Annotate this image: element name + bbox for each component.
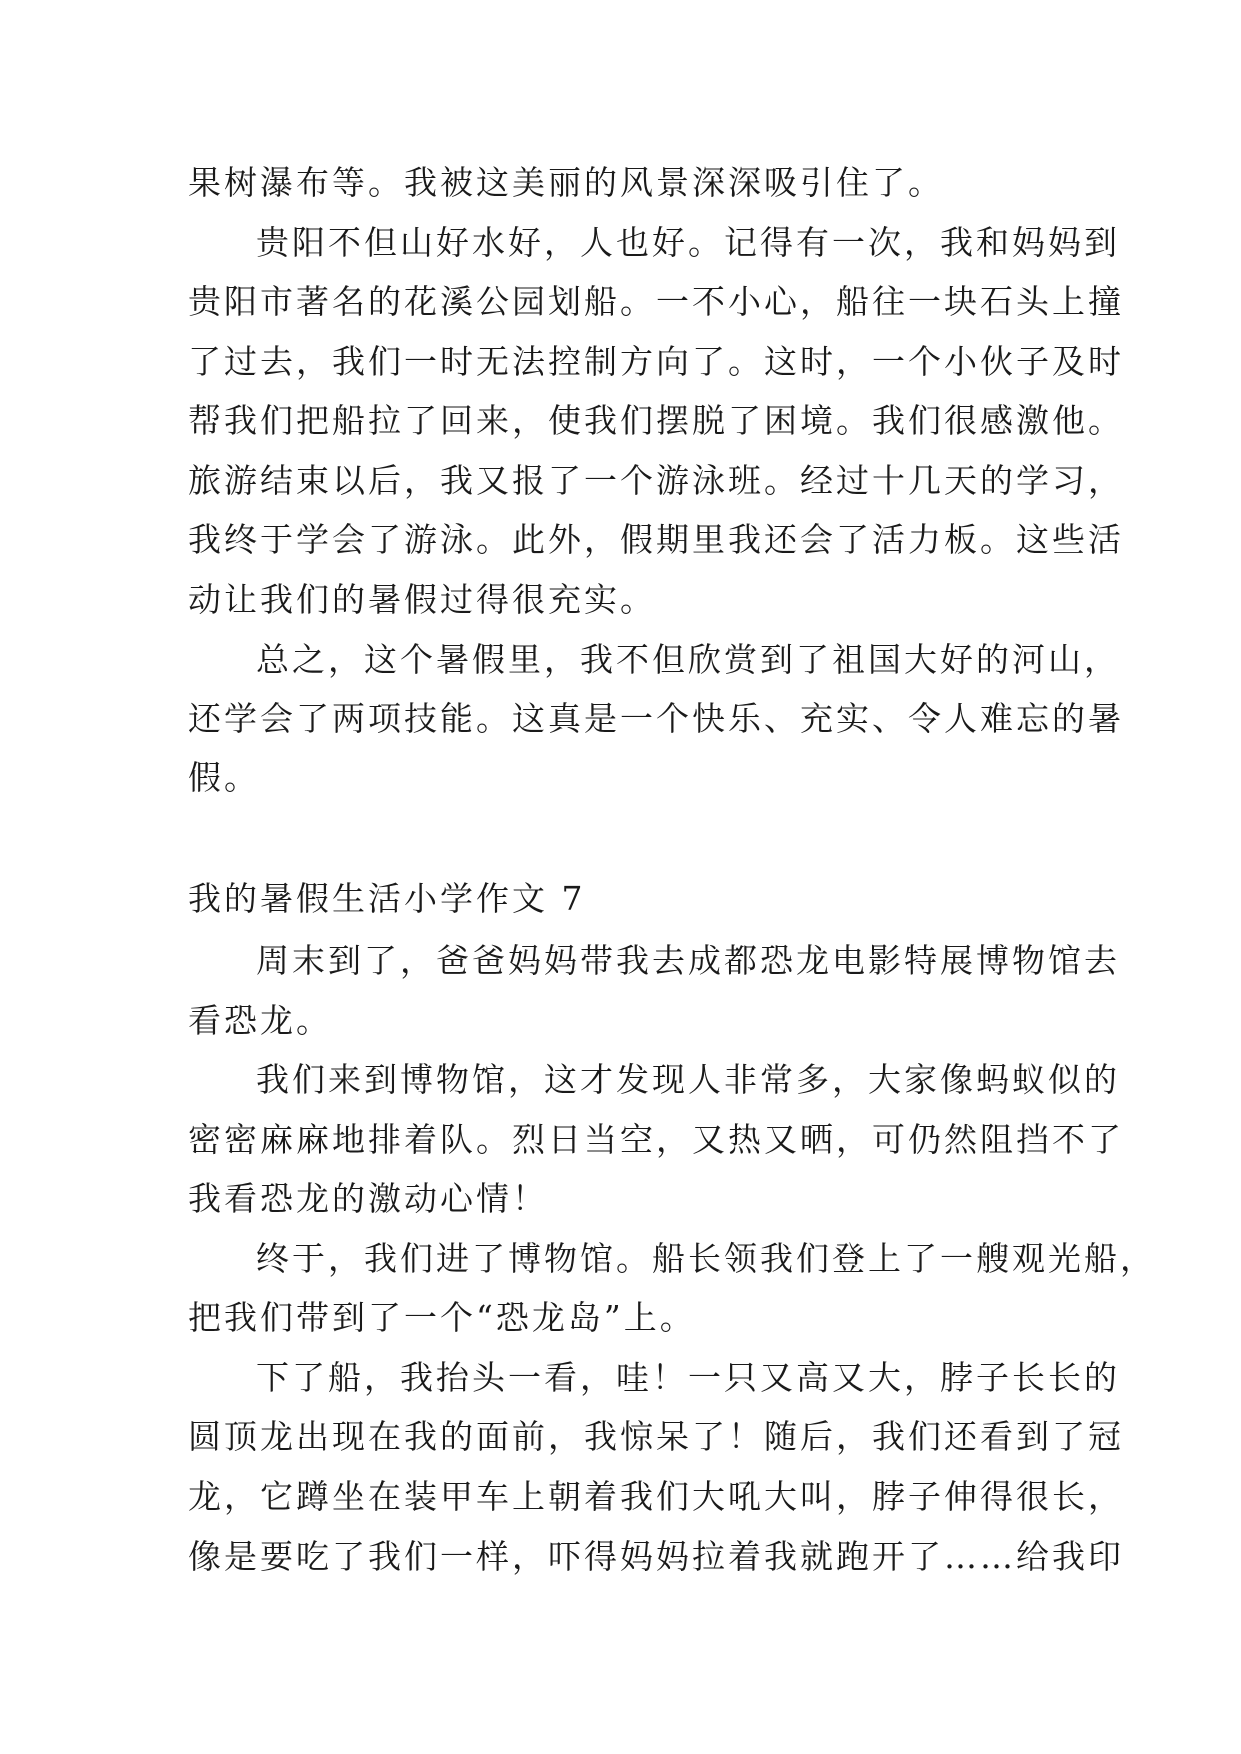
paragraph-start-line: 我们来到博物馆，这才发现人非常多，大家像蚂蚁似的 (256, 1060, 1120, 1099)
text-line: 帮我们把船拉了回来，使我们摆脱了困境。我们很感激他。 (188, 401, 1124, 440)
text-line: 我看恐龙的激动心情！ (188, 1179, 548, 1218)
text-line: 假。 (188, 758, 260, 797)
text-line: 贵阳市著名的花溪公园划船。一不小心，船往一块石头上撞 (188, 282, 1124, 321)
text-line: 把我们带到了一个“恐龙岛”上。 (188, 1298, 696, 1337)
text-line: 圆顶龙出现在我的面前，我惊呆了！随后，我们还看到了冠 (188, 1417, 1124, 1456)
text-line: 动让我们的暑假过得很充实。 (188, 580, 656, 619)
paragraph-start-line: 终于，我们进了博物馆。船长领我们登上了一艘观光船， (256, 1239, 1156, 1278)
text-line: 龙，它蹲坐在装甲车上朝着我们大吼大叫，脖子伸得很长， (188, 1477, 1124, 1516)
paragraph-start-line: 贵阳不但山好水好，人也好。记得有一次，我和妈妈到 (256, 223, 1120, 262)
text-line: 我终于学会了游泳。此外，假期里我还会了活力板。这些活 (188, 520, 1124, 559)
text-line: 看恐龙。 (188, 1001, 332, 1040)
paragraph-start-line: 下了船，我抬头一看，哇！一只又高又大，脖子长长的 (256, 1358, 1120, 1397)
paragraph-start-line: 总之，这个暑假里，我不但欣赏到了祖国大好的河山， (256, 640, 1120, 679)
text-line: 旅游结束以后，我又报了一个游泳班。经过十几天的学习， (188, 461, 1124, 500)
paragraph-start-line: 周末到了，爸爸妈妈带我去成都恐龙电影特展博物馆去 (256, 941, 1120, 980)
text-line: 了过去，我们一时无法控制方向了。这时，一个小伙子及时 (188, 342, 1124, 381)
text-line: 像是要吃了我们一样，吓得妈妈拉着我就跑开了……给我印 (188, 1537, 1124, 1576)
text-line: 密密麻麻地排着队。烈日当空，又热又晒，可仍然阻挡不了 (188, 1120, 1124, 1159)
section-title: 我的暑假生活小学作文 7 (188, 879, 586, 918)
text-line: 果树瀑布等。我被这美丽的风景深深吸引住了。 (188, 163, 944, 202)
text-line: 还学会了两项技能。这真是一个快乐、充实、令人难忘的暑 (188, 699, 1124, 738)
